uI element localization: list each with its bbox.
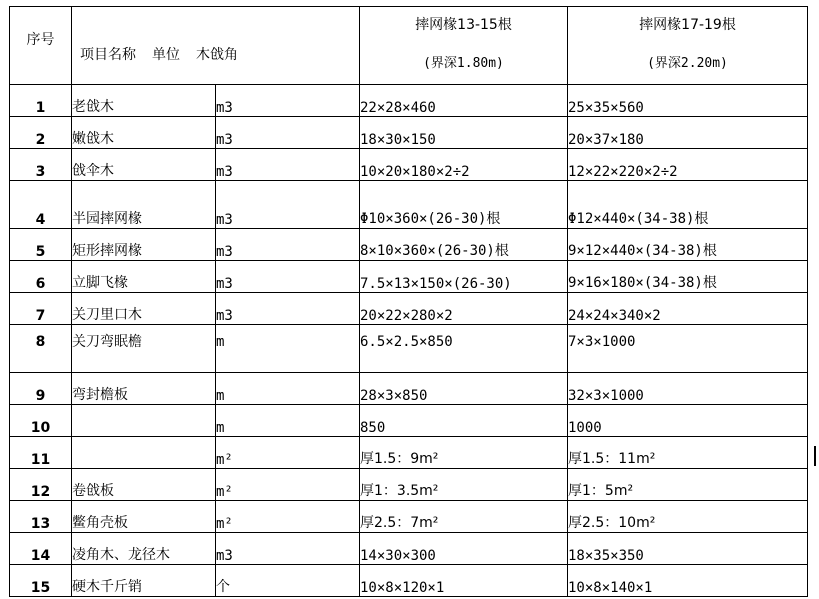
row-spec-b: 20×37×180 [568,117,808,149]
row-spec-a: 厚1：3.5m² [360,469,568,501]
row-name: 卷戗板 [72,469,216,501]
row-unit: m² [216,501,360,533]
table-row [10,117,808,149]
header-item: 木戗角 [196,47,238,63]
row-spec-a: 10×8×120×1 [360,565,568,597]
row-spec-a: 850 [360,405,568,437]
row-unit: 个 [216,565,360,597]
row-name: 硬木千斤销 [72,565,216,597]
row-spec-b: 9×16×180×(34-38)根 [568,261,808,293]
row-spec-a: 7.5×13×150×(26-30) [360,261,568,293]
row-no: 6 [10,261,72,293]
row-spec-b: 10×8×140×1 [568,565,808,597]
edge-mark [814,446,816,466]
table-row [10,373,808,405]
row-unit: m [216,373,360,405]
row-spec-a: 18×30×150 [360,117,568,149]
row-spec-b: 24×24×340×2 [568,293,808,325]
table-row [10,181,808,229]
table-row [10,405,808,437]
row-no: 8 [10,325,72,373]
header-spec-a-title: 摔网椽13-15根 [415,17,512,33]
table-row [10,325,808,373]
row-spec-b: 18×35×350 [568,533,808,565]
row-spec-a: 28×3×850 [360,373,568,405]
row-no: 10 [10,405,72,437]
row-no: 9 [10,373,72,405]
row-name: 凌角木、龙径木 [72,533,216,565]
row-spec-a: 20×22×280×2 [360,293,568,325]
header-spec-b-title: 摔网椽17-19根 [639,17,736,33]
header-no: 序号 [10,7,72,85]
row-spec-a: 厚1.5：9m² [360,437,568,469]
table-row [10,533,808,565]
row-spec-b: 1000 [568,405,808,437]
row-name: 老戗木 [72,85,216,117]
row-unit: m3 [216,181,360,229]
table-row [10,565,808,597]
row-unit: m3 [216,229,360,261]
row-spec-b: 9×12×440×(34-38)根 [568,229,808,261]
row-no: 4 [10,181,72,229]
table-row [10,469,808,501]
row-spec-b: 25×35×560 [568,85,808,117]
row-spec-b: 7×3×1000 [568,325,808,373]
row-spec-b: 厚1：5m² [568,469,808,501]
row-name [72,405,216,437]
row-spec-b: 12×22×220×2÷2 [568,149,808,181]
row-unit: m² [216,437,360,469]
row-no: 2 [10,117,72,149]
row-unit: m [216,405,360,437]
row-name: 关刀弯眠檐 [72,325,216,373]
header-spec-b [568,7,808,85]
row-unit: m3 [216,533,360,565]
row-spec-a: 22×28×460 [360,85,568,117]
header-spec-a-depth: (界深1.80m) [423,56,504,71]
row-no: 3 [10,149,72,181]
table-row [10,149,808,181]
table-row [10,85,808,117]
row-no: 11 [10,437,72,469]
row-no: 1 [10,85,72,117]
row-spec-a: 8×10×360×(26-30)根 [360,229,568,261]
table-row [10,229,808,261]
row-unit: m3 [216,149,360,181]
row-spec-a: 6.5×2.5×850 [360,325,568,373]
row-spec-b: 厚2.5：10m² [568,501,808,533]
row-unit: m² [216,469,360,501]
row-unit: m3 [216,261,360,293]
header-unit: 单位 [152,47,180,63]
row-spec-a: 14×30×300 [360,533,568,565]
header-name-cell [72,7,360,85]
row-name: 半园摔网椽 [72,181,216,229]
spec-table [9,6,808,597]
row-name: 戗伞木 [72,149,216,181]
row-name: 鳖角壳板 [72,501,216,533]
row-unit: m [216,325,360,373]
row-unit: m3 [216,293,360,325]
row-no: 15 [10,565,72,597]
row-name: 关刀里口木 [72,293,216,325]
row-name: 嫩戗木 [72,117,216,149]
row-name: 矩形摔网椽 [72,229,216,261]
header-spec-a [360,7,568,85]
row-spec-a: Φ10×360×(26-30)根 [360,181,568,229]
table-row [10,293,808,325]
row-no: 12 [10,469,72,501]
table-row [10,261,808,293]
row-no: 14 [10,533,72,565]
row-name: 立脚飞椽 [72,261,216,293]
row-spec-b: 厚1.5：11m² [568,437,808,469]
row-name: 弯封檐板 [72,373,216,405]
row-spec-b: Φ12×440×(34-38)根 [568,181,808,229]
header-name: 项目名称 [80,47,136,63]
header-row [10,7,808,85]
row-unit: m3 [216,85,360,117]
table-row [10,501,808,533]
row-spec-a: 10×20×180×2÷2 [360,149,568,181]
row-spec-b: 32×3×1000 [568,373,808,405]
row-no: 7 [10,293,72,325]
header-spec-b-depth: (界深2.20m) [647,56,728,71]
row-unit: m3 [216,117,360,149]
row-name [72,437,216,469]
row-no: 5 [10,229,72,261]
row-no: 13 [10,501,72,533]
row-spec-a: 厚2.5：7m² [360,501,568,533]
table-row [10,437,808,469]
